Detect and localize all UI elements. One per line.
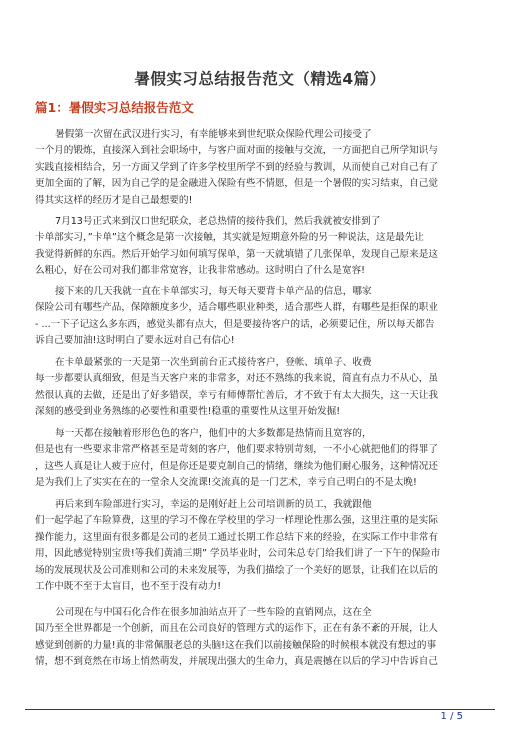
paragraph-line: ，这些人真是让人疲于应付，但是你还是要克制自己的情绪，继续为他们耐心服务，这种情况还 [35, 460, 438, 472]
paragraph-line: 7月13号正式来到汉口世纪联众，老总热情的接待我们，然后我就被安排到了 [55, 216, 381, 227]
paragraph-line: 暑假第一次留在武汉进行实习，有幸能够来到世纪联众保险代理公司接受了 [55, 129, 372, 140]
paragraph-4 [35, 355, 487, 421]
paragraph-line: 是为我们上了实实在在的一堂余人交流课!交流真的是一门艺术，幸亏自己明白的不是太晚! [35, 477, 417, 489]
paragraph-line: 么粗心，好在公司对我们都非常宽容，让我非常感动。这时明白了什么是宽容! [35, 265, 366, 277]
paragraph-line: - ...一下子记这么多东西，感觉头都有点大，但是要接待客户的话，必须要记住，所以每天都告 [35, 318, 435, 330]
paragraph-line: 每一步都要认真细致，但是当天客户来的非常多，对还不熟练的我来说，简直有点力不从心，虽 [35, 373, 438, 385]
paragraph-line: 卡单部实习，”卡单”这个概念是第一次接触，其实就是短期意外险的另一种说法，这是最先让 [35, 232, 424, 244]
paragraph-line: 再后来到车险部进行实习，幸运的是刚好赶上公司培训新的员工，我就跟他 [55, 499, 372, 510]
paragraph-line: 深刻的感受到业务熟练的必要性和重要性!稳重的重要性从这里开始发掘! [35, 406, 341, 418]
paragraph-line: 每一天都在接触着形形色色的客户，他们中的大多数都是热情而且宽容的， [55, 428, 372, 439]
paragraph-line: 场的发展现状及公司准则和公司的未来发展等，为我们描绘了一个美好的愿景，让我们在以后的 [35, 564, 438, 576]
paragraph-line: 公司现在与中国石化合作在很多加油站点开了一些车险的直销网点，这在全 [55, 607, 372, 618]
paragraph-line: 接下来的几天我就一直在卡单部实习，每天每天要背卡单产品的信息，哪家 [55, 286, 372, 297]
paragraph-line: 得其实这样的经历才是自己最想要的! [35, 194, 193, 206]
paragraph-line: 在卡单最紧张的一天是第一次坐到前台正式接待客户，登帐、填单子、收费 [55, 357, 372, 368]
paragraph-line: 国乃至全世界都是一个创新，而且在公司良好的管理方式的运作下，正在有条不紊的开展，让人 [35, 623, 438, 635]
paragraph-line: 更加全面的了解，因为自己学的是金融进入保险有些不情愿，但是一个暑假的实习结束，自己觉 [35, 178, 438, 190]
paragraph-line: 然很认真的去做，还是出了好多错误，幸亏有师傅帮忙善后，才不致于有太大损失，这一天让我 [35, 389, 438, 401]
paragraph-6 [35, 497, 487, 595]
paragraph-1 [35, 127, 487, 209]
paragraph-line: 一个月的锻炼，直接深入到社会职场中，与客户面对面的接触与交流，一方面把自己所学知识与 [35, 145, 438, 157]
paragraph-line: 们一起学起了车险算费，这里的学习不像在学校里的学习一样理论性那么强，这里注重的是实际 [35, 515, 438, 527]
page-number: 1 / 5 [440, 711, 463, 722]
section-heading: 篇1：暑假实习总结报告范文 [35, 100, 194, 115]
paragraph-line: 工作中既不至于太盲目，也不至于没有动力! [35, 581, 222, 593]
paragraph-line: 诉自己要加油!这时明白了要永远对自己有信心! [35, 335, 235, 347]
paragraph-3 [35, 284, 487, 350]
paragraph-line: 感觉到创新的力量!真的非常佩服老总的头脑!这在我们以前接触保险的时候根本就没有想过的事 [35, 639, 437, 651]
paragraph-line: 保险公司有哪些产品，保障额度多少，适合哪些职业种类，适合那些人群，有哪些是拒保的职业 [35, 302, 438, 314]
paragraph-line: 但是也有一些要求非常严格甚至是苛刻的客户，他们要求特别苛刻，一不小心就把他们的得罪了 [35, 444, 438, 456]
paragraph-line: 情，想不到竟然在市场上悄然萌发，并展现出强大的生命力，真是震撼在以后的学习中告诉自己 [35, 656, 438, 668]
paragraph-7 [35, 605, 487, 671]
paragraph-2 [35, 214, 487, 280]
paragraph-line: 我觉得新鲜的东西。然后开始学习如何填写保单，第一天就填错了几张保单，发现自己原来是这 [35, 248, 438, 260]
paragraph-line: 操作能力，这里面有很多都是公司的老员工通过长期工作总结下来的经验，在实际工作中非常有 [35, 531, 438, 543]
paragraph-line: 实践直接相结合，另一方面又学到了许多学校里所学不到的经验与教训，从而使自己对自己有了 [35, 161, 438, 173]
paragraph-line: 用，因此感觉特别宝贵!等我们黄浦三期” 学员毕业时，公司朱总专门给我们讲了一下午的保险市 [35, 548, 441, 560]
paragraph-5 [35, 426, 487, 492]
document-title: 暑假实习总结报告范文（精选4篇） [134, 70, 386, 88]
footer-rule [25, 709, 495, 710]
